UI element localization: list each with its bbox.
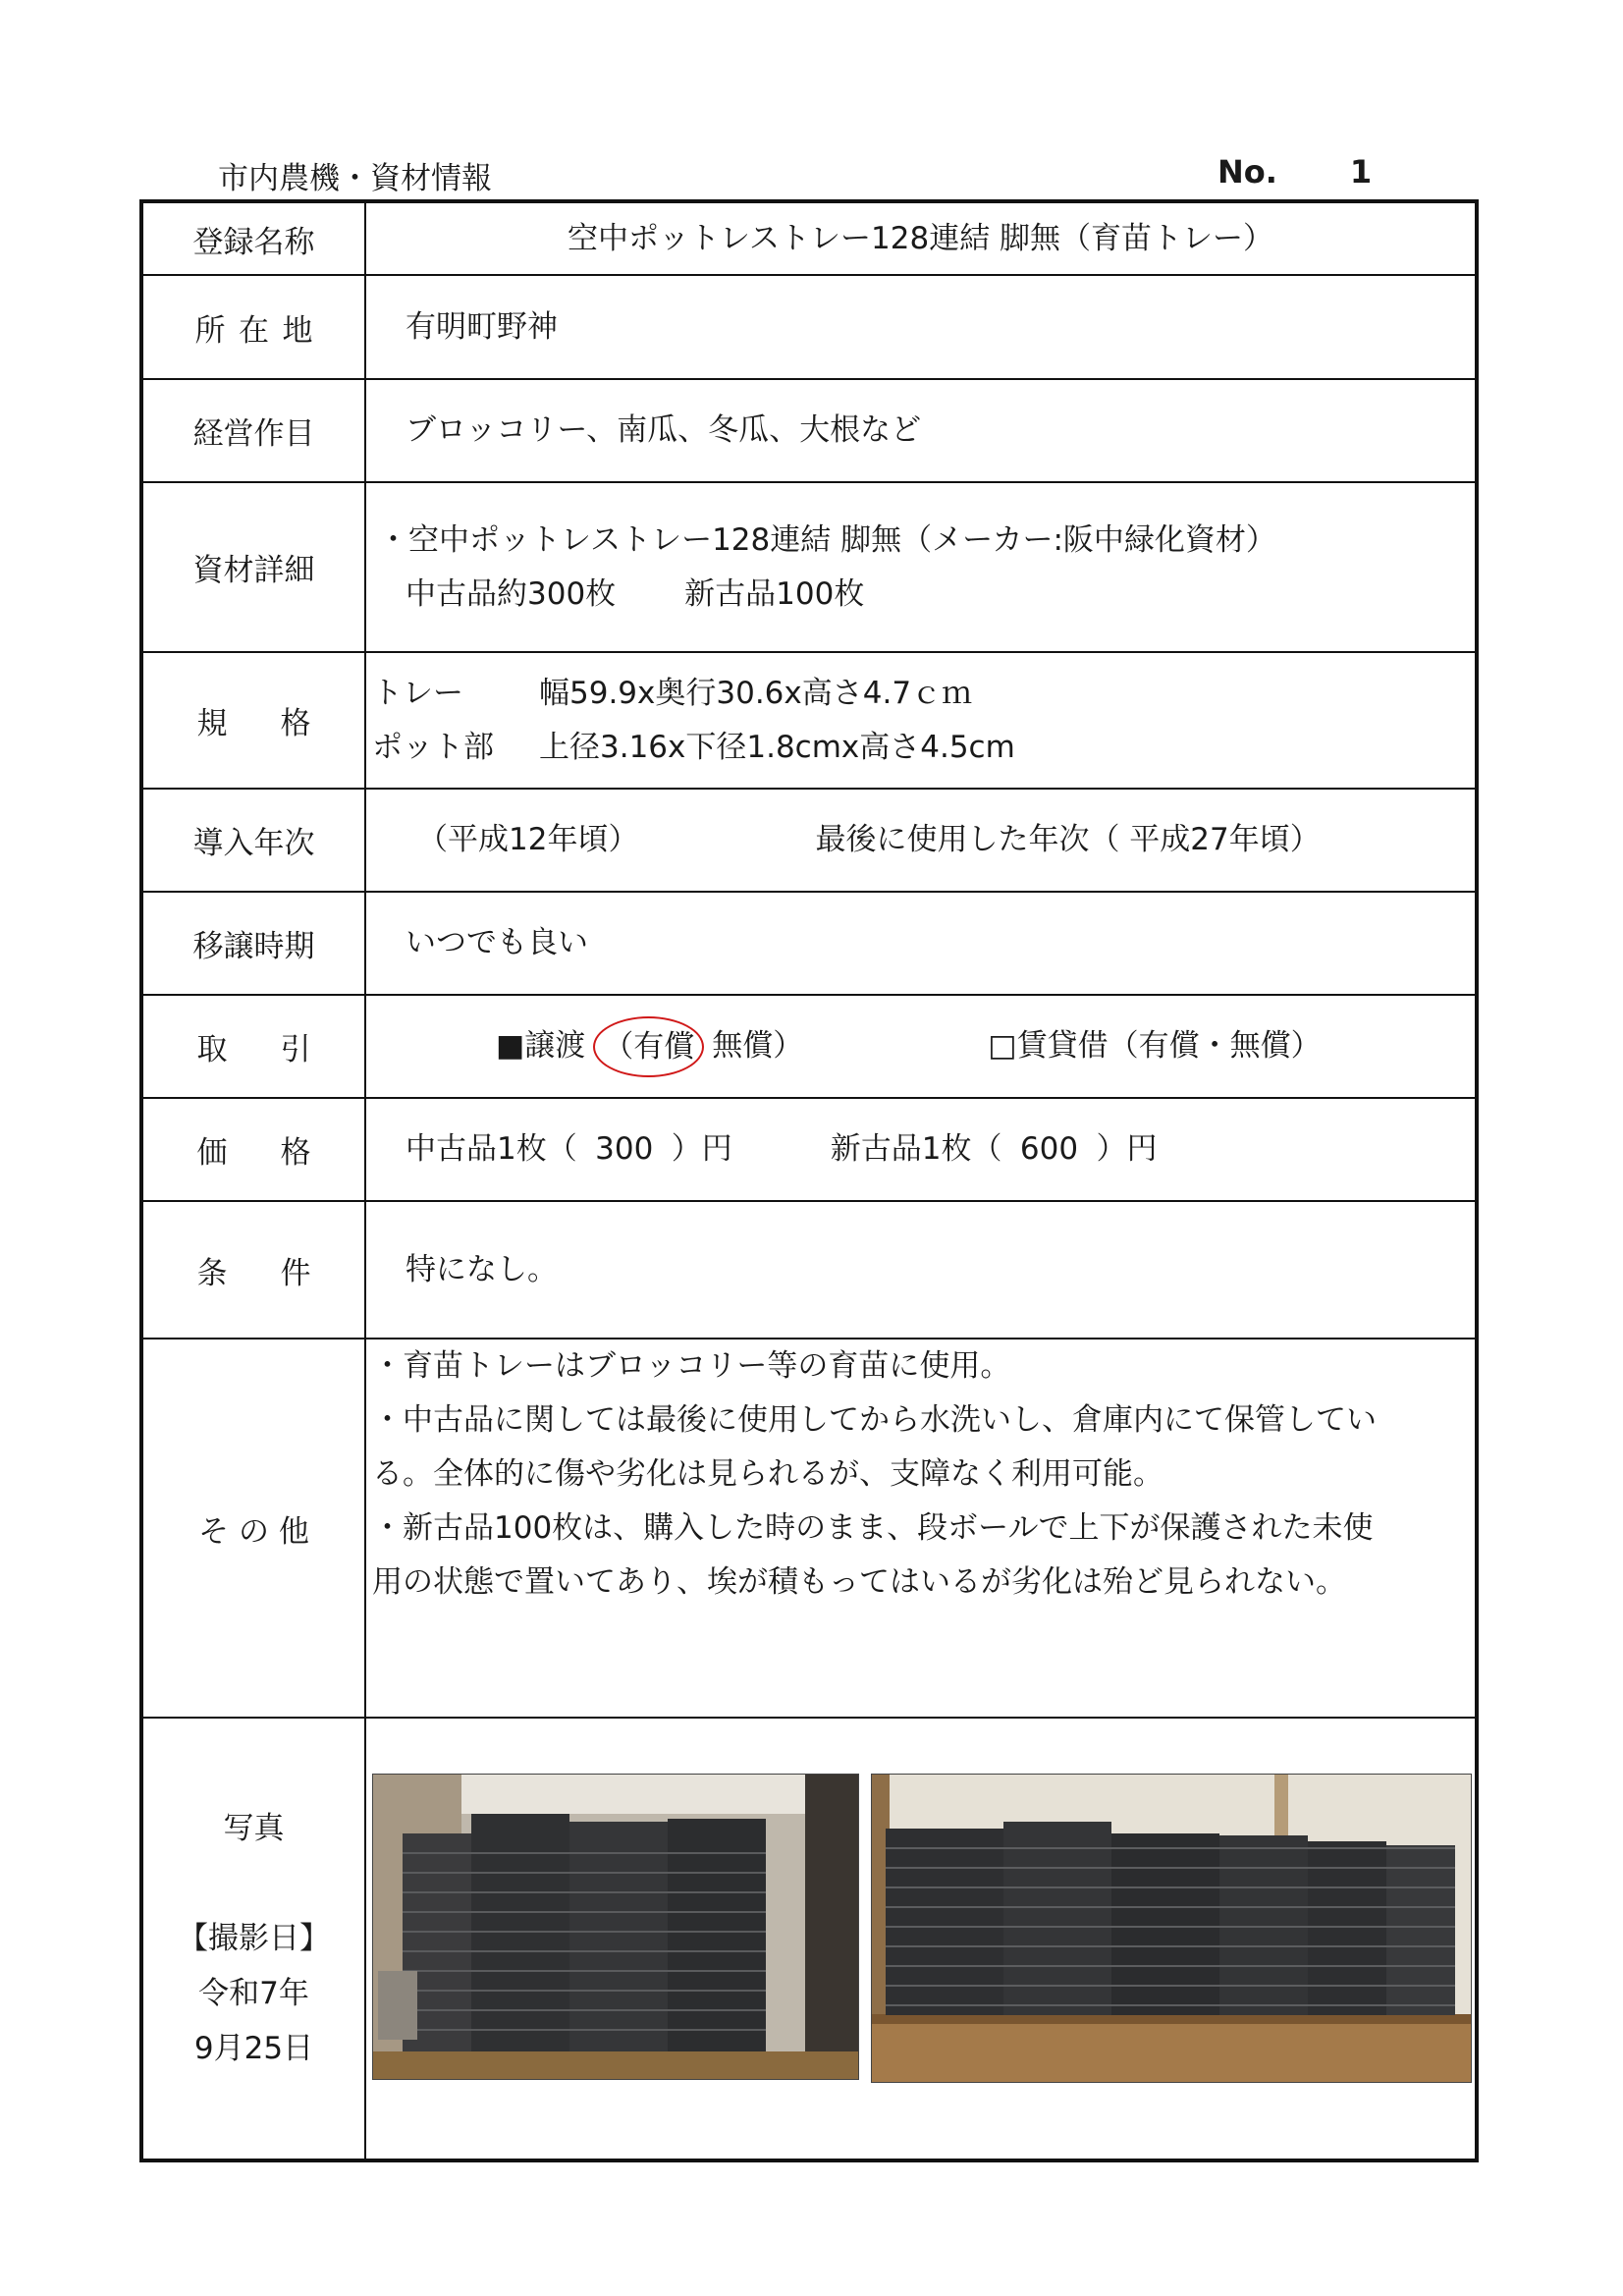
value-deal	[366, 996, 1475, 1097]
value-crops: ブロッコリー、南瓜、冬瓜、大根など	[406, 412, 922, 448]
last-year: 最後に使用した年次（ 平成27年頃）	[815, 822, 1321, 857]
label-location: 所 在 地	[143, 276, 366, 378]
value-other	[366, 1339, 1475, 1717]
lease-option: □賃貸借（有償・無償）	[988, 1028, 1322, 1064]
value-name: 空中ポットレストレー128連結 脚無（育苗トレー）	[567, 220, 1274, 256]
label-crops: 経営作目	[143, 380, 366, 481]
label-period: 移譲時期	[143, 893, 366, 994]
used-price: 300	[595, 1131, 654, 1167]
details-line: ・空中ポットレストレー128連結 脚無（メーカー:阪中緑化資材）	[378, 521, 1276, 558]
value-spec	[366, 653, 1475, 788]
intro-year: （平成12年頃）	[417, 822, 639, 857]
row-deal	[143, 994, 1475, 1097]
row-name	[143, 203, 1475, 274]
label-name: 登録名称	[143, 203, 366, 274]
label-details: 資材詳細	[143, 483, 366, 651]
row-year	[143, 788, 1475, 891]
document-title: 市内農機・資材情報	[218, 161, 492, 196]
row-condition	[143, 1200, 1475, 1338]
value-details	[366, 483, 1475, 651]
label-spec: 規 格	[143, 653, 366, 788]
other-line: ・中古品に関しては最後に使用してから水洗いし、倉庫内にて保管してい	[372, 1402, 1377, 1438]
spec-tray: トレー 幅59.9x奥行30.6x高さ4.7ｃｍ	[372, 675, 973, 711]
photo-date-label: 【撮影日】	[178, 1921, 330, 1956]
transfer-option: ■譲渡	[496, 1028, 586, 1064]
label-condition: 条 件	[143, 1202, 366, 1338]
details-quantity: 中古品約300枚 新古品100枚	[406, 575, 865, 612]
paid-option-circled: （有償	[593, 1016, 704, 1077]
row-price	[143, 1097, 1475, 1200]
spec-pot: ポット部 上径3.16x下径1.8cmx高さ4.5cm	[372, 729, 1015, 765]
label-deal: 取 引	[143, 996, 366, 1097]
document-number	[1217, 153, 1372, 191]
number-value: 1	[1349, 153, 1373, 191]
value-year	[366, 790, 1475, 891]
value-condition: 特になし。	[406, 1251, 558, 1287]
number-label: No.	[1217, 153, 1277, 191]
row-location	[143, 274, 1475, 378]
photo-date-day: 9月25日	[193, 2031, 314, 2066]
value-price: 中古品1枚（ 300 ）円 新古品1枚（ 600 ）円	[366, 1099, 1475, 1200]
row-details	[143, 481, 1475, 651]
other-line: 用の状態で置いてあり、埃が積もってはいるが劣化は殆ど見られない。	[372, 1564, 1346, 1600]
photo-used-trays	[372, 1774, 859, 2080]
other-line: ・育苗トレーはブロッコリー等の育苗に使用。	[372, 1348, 1011, 1384]
label-photo: 写真 【撮影日】 令和7年 9月25日	[143, 1719, 366, 2159]
free-option: 無償）	[712, 1028, 804, 1064]
row-other	[143, 1338, 1475, 1717]
photo-new-trays	[871, 1774, 1472, 2083]
row-period	[143, 891, 1475, 994]
value-location: 有明町野神	[406, 308, 558, 345]
row-spec	[143, 651, 1475, 788]
label-price: 価 格	[143, 1099, 366, 1200]
label-year: 導入年次	[143, 790, 366, 891]
label-other: そ の 他	[143, 1339, 366, 1717]
other-line: る。全体的に傷や劣化は見られるが、支障なく利用可能。	[372, 1456, 1163, 1492]
photo-date-year: 令和7年	[198, 1976, 309, 2011]
row-crops	[143, 378, 1475, 481]
new-price: 600	[1019, 1131, 1079, 1167]
value-period: いつでも良い	[406, 925, 588, 960]
other-line: ・新古品100枚は、購入した時のまま、段ボールで上下が保護された未使	[372, 1510, 1374, 1546]
